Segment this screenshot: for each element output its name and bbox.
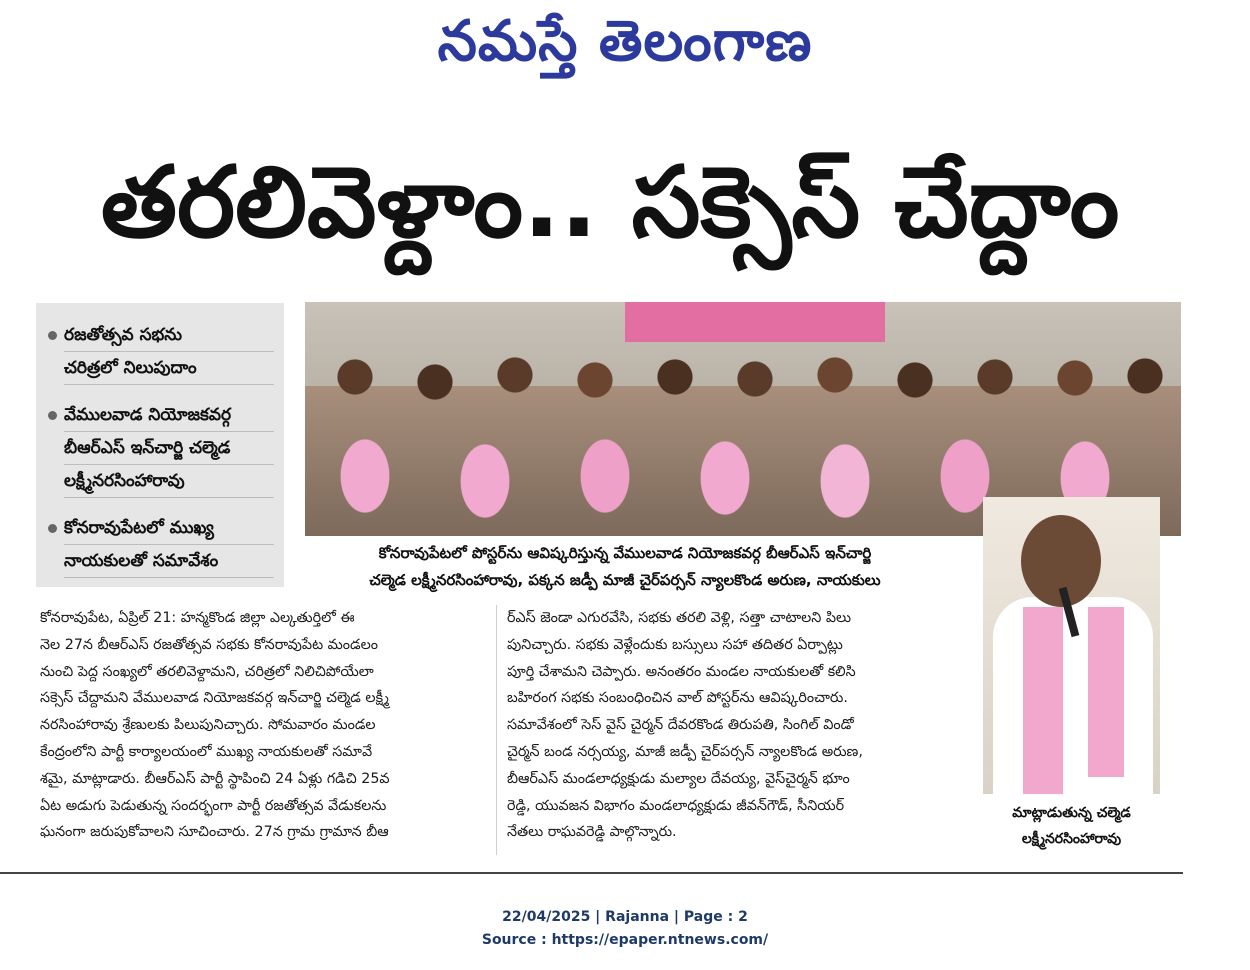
footer-source-link[interactable]: Source : https://epaper.ntnews.com/ — [481, 932, 769, 948]
article-line: నేతలు రాఘవరెడ్డి పాల్గొన్నారు. — [507, 824, 677, 841]
article-line: బీఆర్ఎస్ మండలాధ్యక్షుడు మల్యాల దేవయ్య, వైస్‌చైర్మన్ భూం — [507, 770, 850, 787]
speaker-caption — [983, 800, 1160, 852]
highlight-line: లక్ష్మీనరసింహారావు — [64, 465, 274, 498]
bullet-icon — [48, 331, 57, 340]
bullet-icon — [48, 524, 57, 533]
article-line: శమై, మాట్లాడారు. బీఆర్ఎస్ పార్టీ స్థాపించి 24 ఏళ్లు గడిచి 25వ — [40, 770, 390, 787]
highlight-line: బీఆర్ఎస్ ఇన్‌చార్జి చల్మెడ — [64, 432, 274, 465]
headline: తరలివెళ్దాం.. సక్సెస్ చేద్దాం — [100, 146, 1120, 260]
caption-line: కోనరావుపేటలో పోస్టర్‌ను ఆవిష్కరిస్తున్న వేములవాడ నియోజకవర్గ బీఆర్ఎస్ ఇన్‌చార్జి — [378, 544, 872, 562]
article-column-2 — [507, 605, 972, 846]
article-line: నరసింహారావు శ్రేణులకు పిలుపునిచ్చారు. సోమవారం మండల — [40, 717, 376, 734]
article-line: కేంద్రంలోని పార్టీ కార్యాలయంలో ముఖ్య నాయకులతో సమావే — [40, 743, 373, 760]
article-line: సక్సెస్ చేద్దామని వేములవాడ నియోజకవర్గ ఇన్‌చార్జి చల్మెడ లక్ష్మీ — [40, 690, 390, 707]
highlight-line: రజతోత్సవ సభను — [64, 319, 274, 352]
highlight-line: వేములవాడ నియోజకవర్గ — [64, 399, 274, 432]
column-divider — [496, 605, 497, 855]
highlight-line: కోనరావుపేటలో ముఖ్య — [64, 512, 274, 545]
highlight-line: చరిత్రలో నిలుపుదాం — [64, 352, 274, 385]
article-line: నుంచి పెద్ద సంఖ్యలో తరలివెళ్దామని, చరిత్రలో నిలిచిపోయేలా — [40, 663, 374, 680]
article-line: సమావేశంలో సెస్ వైస్ చైర్మన్ దేవరకొండ తిరుపతి, సింగిల్ విండో — [507, 717, 854, 734]
article-line: ఏట అడుగు పెడుతున్న సందర్భంగా పార్టీ రజతోత్సవ వేడుకలను — [40, 797, 387, 814]
bottom-divider — [0, 872, 1183, 874]
caption-line: మాట్లాడుతున్న చల్మెడ — [1012, 805, 1131, 821]
scarf-graphic — [1088, 607, 1124, 777]
article-line: నెల 27న బీఆర్ఎస్ రజతోత్సవ సభకు కోనరావుపేట మండలం — [40, 636, 378, 653]
speaker-photo — [983, 497, 1160, 794]
scarf-graphic — [1023, 607, 1063, 794]
footer-edition-info: 22/04/2025 | Rajanna | Page : 2 — [502, 909, 748, 925]
article-line: పూర్తి చేశామని చెప్పారు. అనంతరం మండల నాయకులతో కలిసి — [507, 663, 856, 680]
caption-line: చల్మెడ లక్ష్మీనరసింహారావు, పక్కన జడ్పీ మాజీ చైర్‌పర్సన్ న్యాలకొండ అరుణ, నాయకులు — [369, 571, 881, 589]
photo-caption — [305, 540, 945, 594]
bullet-icon — [48, 411, 57, 420]
highlight-item — [46, 399, 274, 498]
article-line: పునిచ్చారు. సభకు వెళ్లేందుకు బస్సులు సహా తదితర ఏర్పాట్లు — [507, 636, 843, 653]
article-column-1 — [40, 605, 490, 846]
article-line: ర్ఎస్ జెండా ఎగురవేసి, సభకు తరలి వెళ్లి, సత్తా చాటాలని పిలు — [507, 610, 852, 626]
article-line: కోనరావుపేట, ఏప్రిల్ 21: హన్మకొండ జిల్లా ఎల్కతుర్తిలో ఈ — [40, 610, 355, 626]
article-line: బహిరంగ సభకు సంబంధించిన వాల్ పోస్టర్‌ను ఆవిష్కరించారు. — [507, 690, 848, 707]
highlight-item — [46, 512, 274, 578]
highlights-box — [36, 303, 284, 587]
article-line: ఘనంగా జరుపుకోవాలని సూచించారు. 27న గ్రామ గ్రామాన బీఆ — [40, 824, 389, 841]
article-line: చైర్మన్ బండ నర్సయ్య, మాజీ జడ్పీ చైర్‌పర్సన్ న్యాలకొండ అరుణ, — [507, 743, 863, 760]
caption-line: లక్ష్మీనరసింహారావు — [1021, 831, 1122, 847]
banner-graphic — [625, 302, 885, 342]
heads-graphic — [305, 347, 1181, 407]
highlight-line: నాయకులతో సమావేశం — [64, 545, 274, 578]
masthead-logo: నమస్తే తెలంగాణ — [437, 8, 813, 74]
highlight-item — [46, 319, 274, 385]
article-line: రెడ్డి, యువజన విభాగం మండలాధ్యక్షుడు జీవన్‌గౌడ్, సీనియర్ — [507, 797, 845, 814]
